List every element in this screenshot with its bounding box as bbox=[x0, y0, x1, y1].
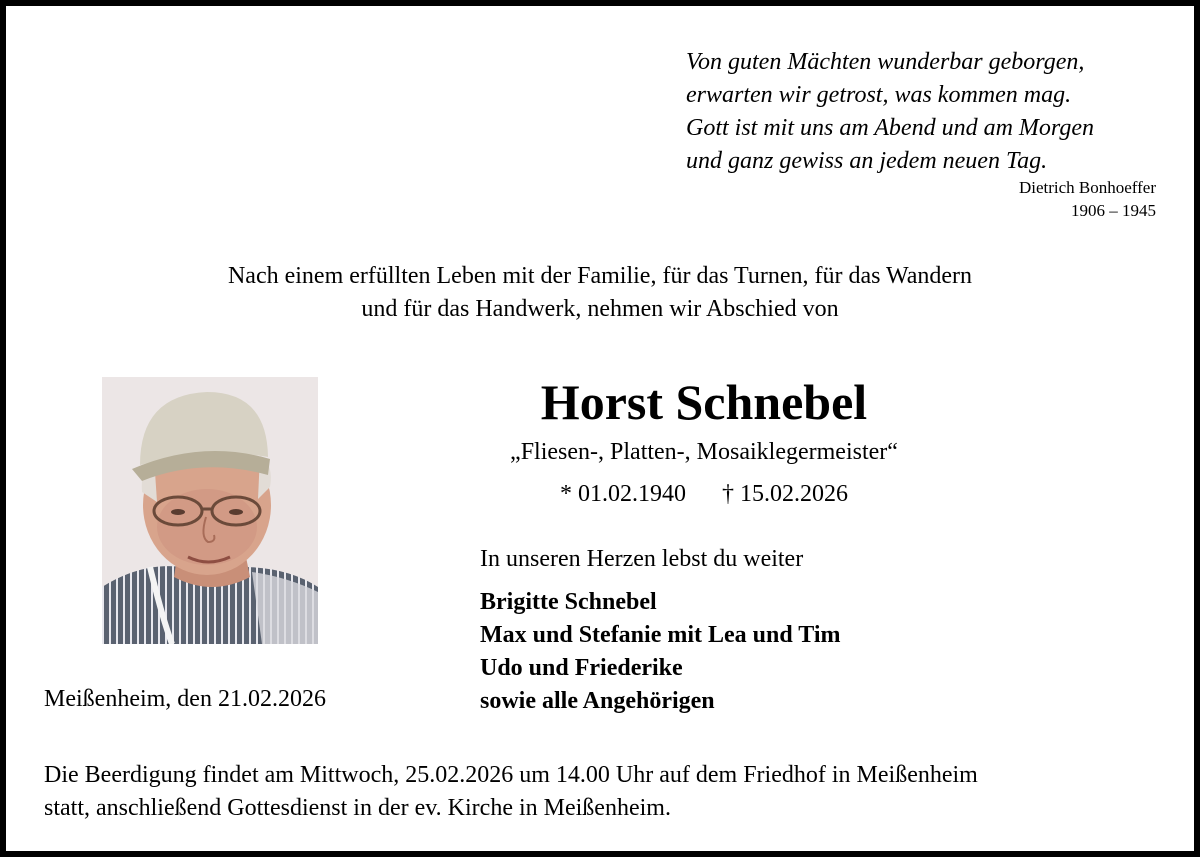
motto-author-name: Dietrich Bonhoeffer bbox=[1018, 178, 1156, 197]
birth-date: * 01.02.1940 bbox=[560, 481, 686, 507]
life-dates bbox=[6, 478, 1200, 511]
mourner-list bbox=[480, 586, 841, 718]
intro-line: und für das Handwerk, nehmen wir Abschied von bbox=[361, 296, 839, 322]
mourner-name: Udo und Friederike bbox=[480, 655, 683, 681]
deceased-name: Horst Schnebel bbox=[540, 374, 868, 430]
deceased-profession: „Fliesen-, Platten-, Mosaiklegermeister“ bbox=[510, 439, 898, 465]
mourner-name: Brigitte Schnebel bbox=[480, 589, 657, 615]
heart-line: In unseren Herzen lebst du weiter bbox=[480, 546, 804, 572]
motto-line: und ganz gewiss an jedem neuen Tag. bbox=[686, 148, 1048, 174]
place-date: Meißenheim, den 21.02.2026 bbox=[44, 686, 326, 712]
motto-line: erwarten wir getrost, was kommen mag. bbox=[686, 82, 1072, 108]
motto-line: Gott ist mit uns am Abend und am Morgen bbox=[686, 115, 1094, 141]
motto-author-years: 1906 – 1945 bbox=[1071, 201, 1156, 220]
motto-poem bbox=[686, 46, 1166, 178]
funeral-line: Die Beerdigung findet am Mittwoch, 25.02.2026 um 14.00 Uhr auf dem Friedhof in Meißenheim bbox=[44, 762, 978, 788]
death-date: † 15.02.2026 bbox=[722, 481, 848, 507]
intro-line: Nach einem erfüllten Leben mit der Familie, für das Turnen, für das Wandern bbox=[227, 263, 973, 289]
motto-author bbox=[1019, 176, 1156, 222]
funeral-notice bbox=[44, 759, 978, 825]
motto-line: Von guten Mächten wunderbar geborgen, bbox=[686, 49, 1085, 75]
funeral-line: statt, anschließend Gottesdienst in der ev. Kirche in Meißenheim. bbox=[44, 795, 671, 821]
mourner-name: Max und Stefanie mit Lea und Tim bbox=[480, 622, 841, 648]
intro-text bbox=[6, 260, 1194, 326]
mourner-name: sowie alle Angehörigen bbox=[480, 688, 715, 714]
